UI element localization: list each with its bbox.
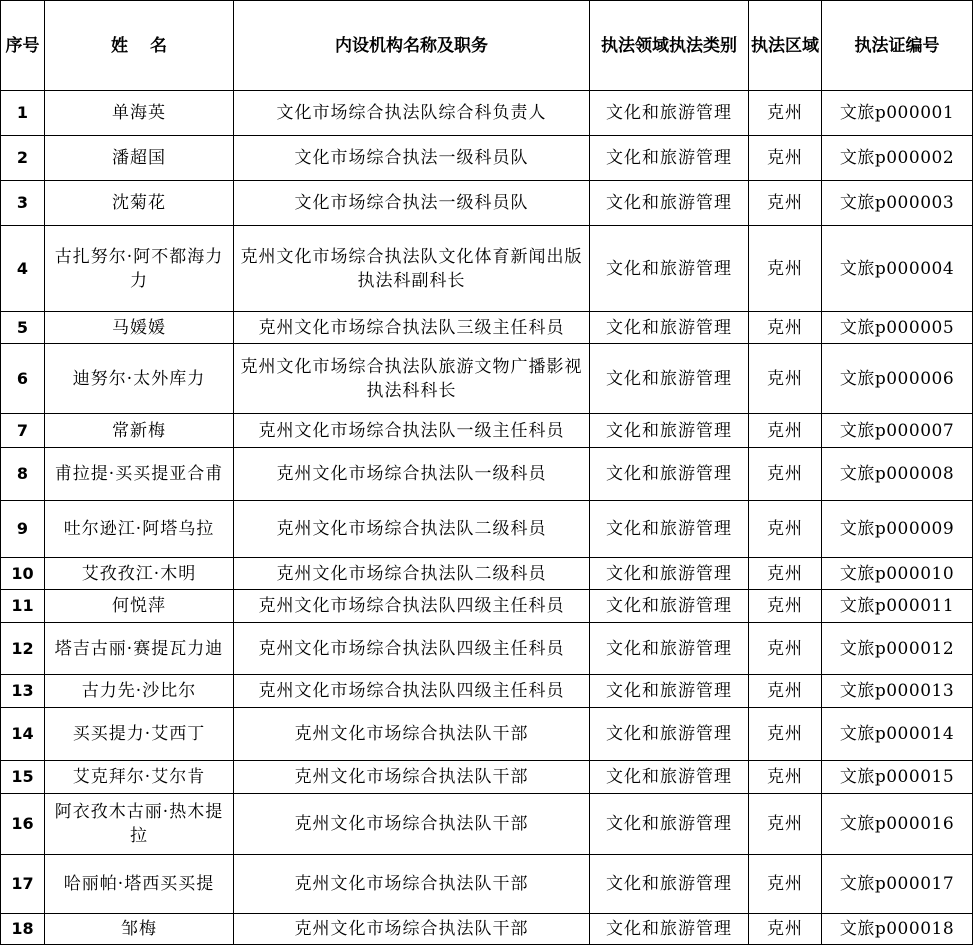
header-name bbox=[45, 1, 234, 91]
table-row bbox=[1, 226, 973, 312]
header-department: 内设机构名称及职务 bbox=[234, 1, 590, 91]
cell-index: 3 bbox=[1, 181, 45, 226]
cell-department: 克州文化市场综合执法队文化体育新闻出版执法科副科长 bbox=[234, 226, 590, 312]
cell-certificate: 文旅p000007 bbox=[822, 414, 973, 448]
cell-name: 甫拉提·买买提亚合甫 bbox=[45, 448, 234, 501]
header-name-first: 姓 bbox=[111, 35, 128, 56]
cell-field: 文化和旅游管理 bbox=[590, 344, 749, 414]
cell-region: 克州 bbox=[749, 855, 822, 914]
cell-index: 2 bbox=[1, 136, 45, 181]
cell-field: 文化和旅游管理 bbox=[590, 590, 749, 623]
cell-index: 4 bbox=[1, 226, 45, 312]
cell-index: 9 bbox=[1, 501, 45, 558]
cell-region: 克州 bbox=[749, 623, 822, 675]
cell-department: 克州文化市场综合执法队一级主任科员 bbox=[234, 414, 590, 448]
cell-department: 克州文化市场综合执法队三级主任科员 bbox=[234, 312, 590, 344]
cell-certificate: 文旅p000011 bbox=[822, 590, 973, 623]
cell-region: 克州 bbox=[749, 344, 822, 414]
table-row bbox=[1, 344, 973, 414]
cell-name: 吐尔逊江·阿塔乌拉 bbox=[45, 501, 234, 558]
cell-index: 18 bbox=[1, 914, 45, 945]
cell-field: 文化和旅游管理 bbox=[590, 448, 749, 501]
cell-name: 塔吉古丽·赛提瓦力迪 bbox=[45, 623, 234, 675]
table-row bbox=[1, 136, 973, 181]
cell-department: 克州文化市场综合执法队旅游文物广播影视执法科科长 bbox=[234, 344, 590, 414]
cell-name: 何悦萍 bbox=[45, 590, 234, 623]
cell-region: 克州 bbox=[749, 708, 822, 761]
cell-department: 克州文化市场综合执法队一级科员 bbox=[234, 448, 590, 501]
cell-region: 克州 bbox=[749, 761, 822, 794]
cell-department: 克州文化市场综合执法队干部 bbox=[234, 708, 590, 761]
table-row bbox=[1, 312, 973, 344]
header-index: 序号 bbox=[1, 1, 45, 91]
cell-department: 克州文化市场综合执法队四级主任科员 bbox=[234, 590, 590, 623]
cell-department: 克州文化市场综合执法队干部 bbox=[234, 855, 590, 914]
cell-department: 克州文化市场综合执法队二级科员 bbox=[234, 501, 590, 558]
cell-certificate: 文旅p000003 bbox=[822, 181, 973, 226]
cell-name: 潘超国 bbox=[45, 136, 234, 181]
table-row bbox=[1, 501, 973, 558]
cell-region: 克州 bbox=[749, 590, 822, 623]
cell-certificate: 文旅p000001 bbox=[822, 91, 973, 136]
cell-certificate: 文旅p000016 bbox=[822, 794, 973, 855]
cell-name: 古力先·沙比尔 bbox=[45, 675, 234, 708]
cell-certificate: 文旅p000010 bbox=[822, 558, 973, 590]
table-row bbox=[1, 855, 973, 914]
cell-field: 文化和旅游管理 bbox=[590, 91, 749, 136]
cell-field: 文化和旅游管理 bbox=[590, 914, 749, 945]
cell-name: 沈菊花 bbox=[45, 181, 234, 226]
cell-index: 10 bbox=[1, 558, 45, 590]
cell-certificate: 文旅p000015 bbox=[822, 761, 973, 794]
table-row bbox=[1, 181, 973, 226]
cell-region: 克州 bbox=[749, 675, 822, 708]
table-row bbox=[1, 675, 973, 708]
table-row bbox=[1, 794, 973, 855]
cell-department: 文化市场综合执法一级科员队 bbox=[234, 181, 590, 226]
table-row bbox=[1, 708, 973, 761]
cell-name: 艾孜孜江·木明 bbox=[45, 558, 234, 590]
cell-department: 文化市场综合执法队综合科负责人 bbox=[234, 91, 590, 136]
cell-name: 迪努尔·太外库力 bbox=[45, 344, 234, 414]
cell-department: 克州文化市场综合执法队四级主任科员 bbox=[234, 623, 590, 675]
header-region: 执法区域 bbox=[749, 1, 822, 91]
cell-name: 艾克拜尔·艾尔肯 bbox=[45, 761, 234, 794]
cell-field: 文化和旅游管理 bbox=[590, 312, 749, 344]
cell-certificate: 文旅p000002 bbox=[822, 136, 973, 181]
cell-field: 文化和旅游管理 bbox=[590, 761, 749, 794]
cell-name: 单海英 bbox=[45, 91, 234, 136]
table-row bbox=[1, 623, 973, 675]
cell-field: 文化和旅游管理 bbox=[590, 414, 749, 448]
table-row bbox=[1, 914, 973, 945]
table-row bbox=[1, 761, 973, 794]
cell-field: 文化和旅游管理 bbox=[590, 708, 749, 761]
cell-field: 文化和旅游管理 bbox=[590, 501, 749, 558]
cell-index: 6 bbox=[1, 344, 45, 414]
table-row bbox=[1, 414, 973, 448]
table-row bbox=[1, 590, 973, 623]
cell-region: 克州 bbox=[749, 226, 822, 312]
table-body bbox=[1, 91, 973, 945]
cell-index: 7 bbox=[1, 414, 45, 448]
cell-name: 买买提力·艾西丁 bbox=[45, 708, 234, 761]
cell-certificate: 文旅p000018 bbox=[822, 914, 973, 945]
cell-certificate: 文旅p000014 bbox=[822, 708, 973, 761]
cell-certificate: 文旅p000012 bbox=[822, 623, 973, 675]
cell-index: 16 bbox=[1, 794, 45, 855]
header-certificate: 执法证编号 bbox=[822, 1, 973, 91]
cell-department: 克州文化市场综合执法队干部 bbox=[234, 914, 590, 945]
cell-region: 克州 bbox=[749, 914, 822, 945]
table-row bbox=[1, 91, 973, 136]
cell-department: 文化市场综合执法一级科员队 bbox=[234, 136, 590, 181]
cell-name: 阿衣孜木古丽·热木提拉 bbox=[45, 794, 234, 855]
cell-field: 文化和旅游管理 bbox=[590, 136, 749, 181]
cell-field: 文化和旅游管理 bbox=[590, 675, 749, 708]
cell-region: 克州 bbox=[749, 558, 822, 590]
cell-field: 文化和旅游管理 bbox=[590, 855, 749, 914]
cell-index: 8 bbox=[1, 448, 45, 501]
cell-region: 克州 bbox=[749, 501, 822, 558]
cell-region: 克州 bbox=[749, 181, 822, 226]
cell-certificate: 文旅p000006 bbox=[822, 344, 973, 414]
cell-index: 14 bbox=[1, 708, 45, 761]
header-name-last: 名 bbox=[150, 35, 167, 56]
cell-field: 文化和旅游管理 bbox=[590, 558, 749, 590]
cell-name: 哈丽帕·塔西买买提 bbox=[45, 855, 234, 914]
cell-index: 15 bbox=[1, 761, 45, 794]
cell-field: 文化和旅游管理 bbox=[590, 623, 749, 675]
cell-index: 17 bbox=[1, 855, 45, 914]
cell-field: 文化和旅游管理 bbox=[590, 181, 749, 226]
cell-certificate: 文旅p000008 bbox=[822, 448, 973, 501]
header-field: 执法领域执法类别 bbox=[590, 1, 749, 91]
cell-name: 古扎努尔·阿不都海力力 bbox=[45, 226, 234, 312]
cell-certificate: 文旅p000017 bbox=[822, 855, 973, 914]
cell-certificate: 文旅p000013 bbox=[822, 675, 973, 708]
cell-field: 文化和旅游管理 bbox=[590, 226, 749, 312]
cell-index: 1 bbox=[1, 91, 45, 136]
cell-index: 13 bbox=[1, 675, 45, 708]
table-row bbox=[1, 448, 973, 501]
cell-region: 克州 bbox=[749, 91, 822, 136]
cell-region: 克州 bbox=[749, 794, 822, 855]
cell-region: 克州 bbox=[749, 136, 822, 181]
cell-index: 11 bbox=[1, 590, 45, 623]
table-header-row bbox=[1, 1, 973, 91]
cell-certificate: 文旅p000005 bbox=[822, 312, 973, 344]
cell-index: 5 bbox=[1, 312, 45, 344]
cell-department: 克州文化市场综合执法队四级主任科员 bbox=[234, 675, 590, 708]
cell-department: 克州文化市场综合执法队干部 bbox=[234, 761, 590, 794]
cell-certificate: 文旅p000004 bbox=[822, 226, 973, 312]
cell-name: 常新梅 bbox=[45, 414, 234, 448]
cell-region: 克州 bbox=[749, 414, 822, 448]
cell-department: 克州文化市场综合执法队二级科员 bbox=[234, 558, 590, 590]
cell-region: 克州 bbox=[749, 448, 822, 501]
cell-name: 邹梅 bbox=[45, 914, 234, 945]
cell-certificate: 文旅p000009 bbox=[822, 501, 973, 558]
cell-name: 马媛媛 bbox=[45, 312, 234, 344]
cell-department: 克州文化市场综合执法队干部 bbox=[234, 794, 590, 855]
cell-field: 文化和旅游管理 bbox=[590, 794, 749, 855]
table-row bbox=[1, 558, 973, 590]
cell-region: 克州 bbox=[749, 312, 822, 344]
cell-index: 12 bbox=[1, 623, 45, 675]
